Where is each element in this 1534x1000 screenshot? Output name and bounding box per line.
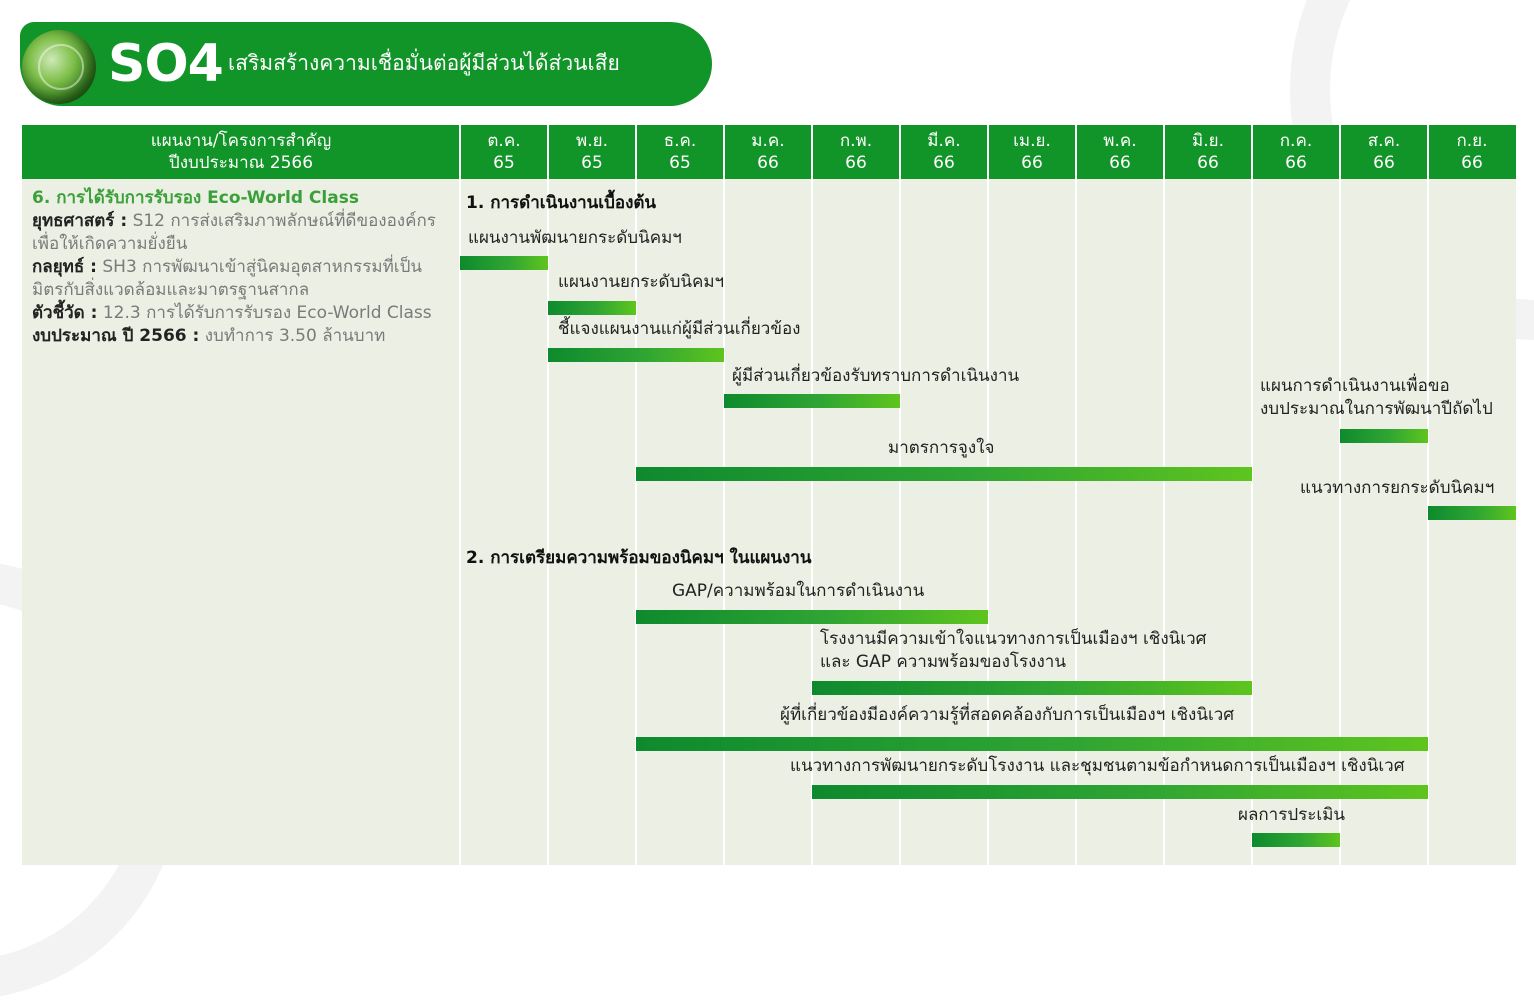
kpi-line bbox=[32, 302, 452, 325]
project-description bbox=[32, 187, 452, 348]
month-name: ก.ย. bbox=[1456, 131, 1488, 151]
month-year: 66 bbox=[757, 153, 779, 173]
task-label: แนวทางการยกระดับนิคมฯ bbox=[1300, 478, 1495, 498]
task-label: แผนงานพัฒนายกระดับนิคมฯ bbox=[468, 228, 682, 248]
header-month bbox=[812, 125, 900, 179]
budget-text: งบทำการ 3.50 ล้านบาท bbox=[204, 326, 386, 346]
section-title: 1. การดำเนินงานเบื้องต้น bbox=[466, 193, 657, 213]
column-divider bbox=[987, 125, 989, 865]
header-month bbox=[460, 125, 548, 179]
header-project-column bbox=[22, 125, 460, 179]
task-bar bbox=[724, 394, 900, 408]
task-label: มาตรการจูงใจ bbox=[888, 438, 995, 458]
column-divider bbox=[899, 125, 901, 865]
month-year: 65 bbox=[493, 153, 515, 173]
column-divider bbox=[723, 125, 725, 865]
month-name: พ.ค. bbox=[1103, 131, 1137, 151]
month-year: 66 bbox=[933, 153, 955, 173]
month-name: มี.ค. bbox=[927, 131, 961, 151]
header-month bbox=[724, 125, 812, 179]
project-name: 6. การได้รับการรับรอง Eco-World Class bbox=[32, 188, 359, 208]
gantt-table bbox=[22, 125, 1516, 865]
budget-label: งบประมาณ ปี 2566 : bbox=[32, 326, 200, 346]
tactic-line bbox=[32, 256, 452, 302]
month-year: 65 bbox=[669, 153, 691, 173]
task-bar bbox=[636, 467, 1252, 481]
header-month bbox=[1076, 125, 1164, 179]
strategy-line bbox=[32, 210, 452, 256]
header-project-line2: ปีงบประมาณ 2566 bbox=[168, 153, 314, 173]
kpi-text: 12.3 การได้รับการรับรอง Eco-World Class bbox=[102, 303, 432, 323]
month-year: 66 bbox=[845, 153, 867, 173]
month-name: มิ.ย. bbox=[1192, 131, 1224, 151]
header-month bbox=[988, 125, 1076, 179]
section-title: 2. การเตรียมความพร้อมของนิคมฯ ในแผนงาน bbox=[466, 548, 812, 568]
month-year: 66 bbox=[1461, 153, 1483, 173]
header-month bbox=[636, 125, 724, 179]
month-name: ต.ค. bbox=[487, 131, 521, 151]
header-month bbox=[1164, 125, 1252, 179]
kpi-label: ตัวชี้วัด : bbox=[32, 303, 98, 323]
month-year: 66 bbox=[1197, 153, 1219, 173]
task-bar bbox=[1252, 833, 1340, 847]
column-divider bbox=[1163, 125, 1165, 865]
task-bar bbox=[636, 737, 1428, 751]
task-label: แนวทางการพัฒนายกระดับโรงงาน และชุมชนตามข้อกำหนดการเป็นเมืองฯ เชิงนิเวศ bbox=[790, 756, 1405, 776]
task-label: GAP/ความพร้อมในการดำเนินงาน bbox=[672, 581, 925, 601]
task-bar bbox=[812, 681, 1252, 695]
task-bar bbox=[812, 785, 1428, 799]
task-bar bbox=[548, 301, 636, 315]
task-label: ผลการประเมิน bbox=[1238, 805, 1346, 825]
budget-line bbox=[32, 325, 452, 348]
header-project-line1: แผนงาน/โครงการสำคัญ bbox=[150, 131, 332, 151]
task-label: แผนงานยกระดับนิคมฯ bbox=[558, 272, 725, 292]
month-name: เม.ย. bbox=[1013, 131, 1051, 151]
header-month bbox=[1428, 125, 1516, 179]
task-label: แผนการดำเนินงานเพื่อขอ bbox=[1260, 376, 1450, 396]
strategy-text: S12 การส่งเสริมภาพลักษณ์ที่ดีขององค์กรเพื่อให้เกิดความยั่งยืน bbox=[32, 211, 436, 254]
tactic-text: SH3 การพัฒนาเข้าสู่นิคมอุตสาหกรรมที่เป็นมิตรกับสิ่งแวดล้อมและมาตรฐานสากล bbox=[32, 257, 423, 300]
month-name: ก.ค. bbox=[1279, 131, 1313, 151]
task-label: และ GAP ความพร้อมของโรงงาน bbox=[820, 652, 1066, 672]
task-label: งบประมาณในการพัฒนาปีถัดไป bbox=[1260, 399, 1493, 419]
globe-icon bbox=[22, 30, 96, 104]
header-month bbox=[1252, 125, 1340, 179]
header-month bbox=[900, 125, 988, 179]
task-bar bbox=[636, 610, 988, 624]
task-label: ผู้ที่เกี่ยวข้องมีองค์ความรู้ที่สอดคล้องกับการเป็นเมืองฯ เชิงนิเวศ bbox=[780, 705, 1235, 725]
month-year: 65 bbox=[581, 153, 603, 173]
tactic-label: กลยุทธ์ : bbox=[32, 257, 97, 277]
strategy-code: SO4 bbox=[108, 34, 223, 94]
header-month bbox=[1340, 125, 1428, 179]
month-name: พ.ย. bbox=[576, 131, 608, 151]
month-year: 66 bbox=[1109, 153, 1131, 173]
task-bar bbox=[460, 256, 548, 270]
column-divider bbox=[1251, 125, 1253, 865]
month-year: 66 bbox=[1285, 153, 1307, 173]
column-divider bbox=[811, 125, 813, 865]
task-bar bbox=[1340, 429, 1428, 443]
month-name: ม.ค. bbox=[751, 131, 785, 151]
month-name: ธ.ค. bbox=[663, 131, 697, 151]
month-name: ก.พ. bbox=[839, 131, 873, 151]
header-month bbox=[548, 125, 636, 179]
strategy-label: ยุทธศาสตร์ : bbox=[32, 211, 128, 231]
task-label: โรงงานมีความเข้าใจแนวทางการเป็นเมืองฯ เชิงนิเวศ bbox=[820, 629, 1207, 649]
month-year: 66 bbox=[1021, 153, 1043, 173]
banner-title: เสริมสร้างความเชื่อมั่นต่อผู้มีส่วนได้ส่วนเสีย bbox=[228, 51, 620, 75]
task-bar bbox=[548, 348, 724, 362]
month-year: 66 bbox=[1373, 153, 1395, 173]
task-label: ชี้แจงแผนงานแก่ผู้มีส่วนเกี่ยวข้อง bbox=[558, 319, 801, 339]
task-bar bbox=[1428, 506, 1516, 520]
month-name: ส.ค. bbox=[1367, 131, 1401, 151]
column-divider bbox=[459, 125, 461, 865]
task-label: ผู้มีส่วนเกี่ยวข้องรับทราบการดำเนินงาน bbox=[732, 366, 1020, 386]
column-divider bbox=[1075, 125, 1077, 865]
